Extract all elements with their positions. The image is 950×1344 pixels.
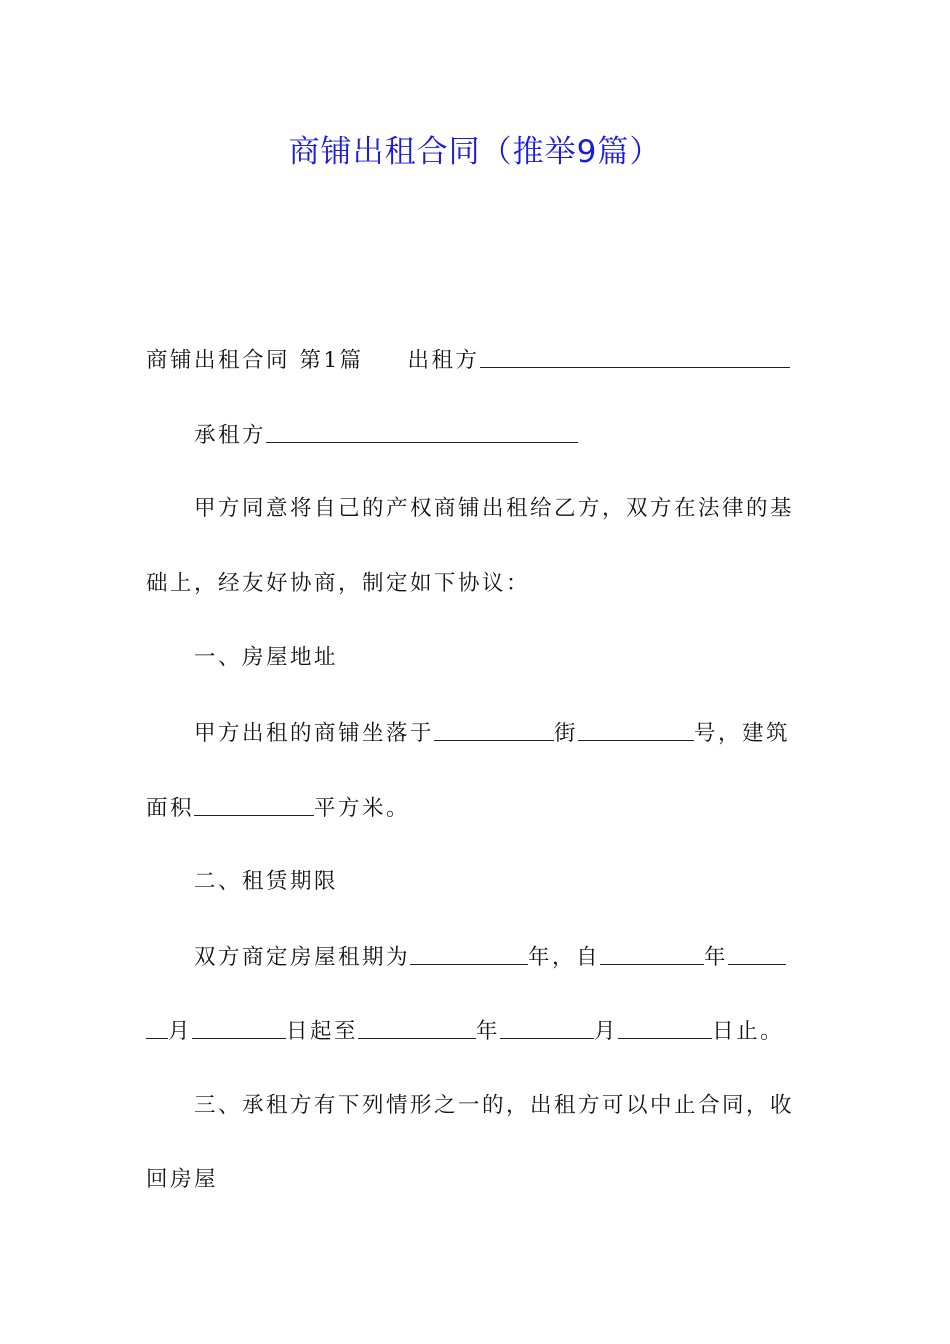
street-label: 街 xyxy=(554,721,579,746)
street-blank xyxy=(434,718,554,741)
start-month-label: 月 xyxy=(168,1019,193,1044)
end-month-label: 月 xyxy=(594,1019,619,1044)
paragraph-intro-line-2: 础上，经友好协商，制定如下协议： xyxy=(146,571,531,596)
start-day-blank xyxy=(192,1016,286,1039)
area-label: 面积 xyxy=(146,796,195,821)
section-heading-termination-line-1: 三、承租方有下列情形之一的，出租方可以中止合同，收 xyxy=(194,1093,795,1118)
address-text: 甲方出租的商铺坐落于 xyxy=(194,721,435,746)
term-line-2 xyxy=(146,1016,816,1047)
number-label: 号，建筑 xyxy=(694,721,791,746)
term-text: 双方商定房屋租期为 xyxy=(194,945,411,970)
area-unit: 平方米。 xyxy=(314,796,411,821)
term-from-label: 年，自 xyxy=(528,945,601,970)
section-heading-termination-line-2: 回房屋 xyxy=(146,1167,219,1192)
start-year-label: 年 xyxy=(704,945,729,970)
section-heading-term: 二、租赁期限 xyxy=(194,869,339,894)
area-blank xyxy=(194,793,314,816)
end-month-blank xyxy=(500,1016,594,1039)
start-year-blank xyxy=(600,942,704,965)
term-years-blank xyxy=(410,942,528,965)
end-day-label: 日止。 xyxy=(712,1019,785,1044)
contract-section-label: 商铺出租合同 第1篇 xyxy=(146,348,364,373)
start-day-label: 日起至 xyxy=(286,1019,359,1044)
end-year-blank xyxy=(358,1016,476,1039)
paragraph-intro-line-1: 甲方同意将自己的产权商铺出租给乙方，双方在法律的基 xyxy=(194,496,795,521)
document-title: 商铺出租合同（推举9篇） xyxy=(288,134,662,170)
address-line-1 xyxy=(194,718,864,749)
start-month-blank xyxy=(728,942,786,965)
end-year-label: 年 xyxy=(476,1019,501,1044)
contract-heading-line xyxy=(146,345,816,376)
section-heading-address: 一、房屋地址 xyxy=(194,645,339,670)
number-blank xyxy=(578,718,694,741)
lessor-blank xyxy=(480,345,790,368)
lessor-label: 出租方 xyxy=(407,348,480,373)
start-month-blank-cont xyxy=(146,1016,168,1039)
end-day-blank xyxy=(618,1016,712,1039)
term-line-1 xyxy=(194,942,864,973)
lessee-blank xyxy=(266,420,578,443)
address-line-2 xyxy=(146,793,816,824)
lessee-line xyxy=(194,420,864,451)
lessee-label: 承租方 xyxy=(194,423,267,448)
